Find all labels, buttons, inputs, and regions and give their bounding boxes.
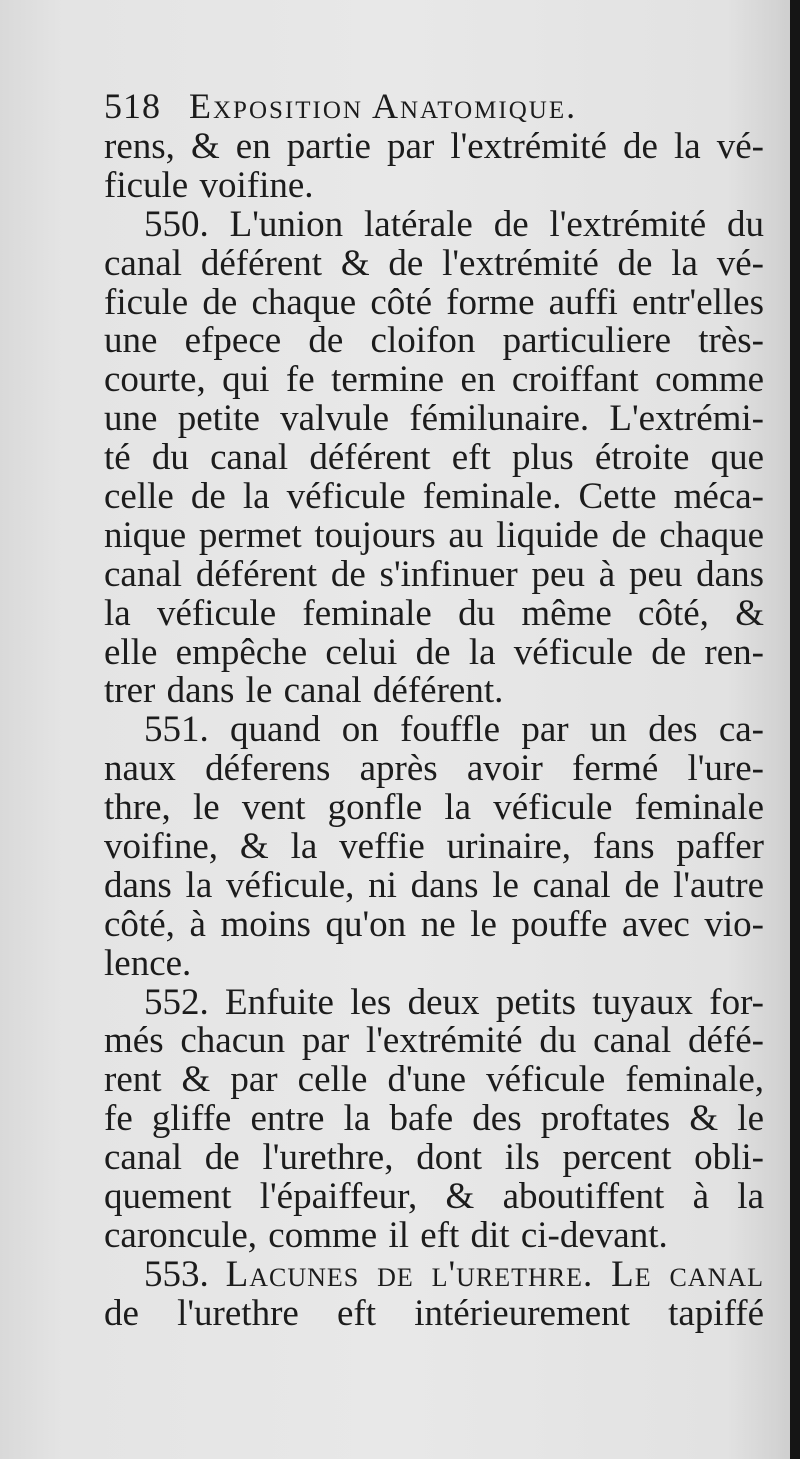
paragraph-553-start [104, 1253, 764, 1295]
text-line: trer dans le canal déférent. [104, 670, 504, 712]
text-line: naux déferens après avoir fermé l'ure- [104, 748, 764, 790]
text-line: thre, le vent gonfle la véficule feminale [104, 787, 764, 829]
running-title: Exposition Anatomique. [189, 86, 578, 126]
page-text-block [104, 84, 764, 1334]
text-line: une efpece de cloifon particuliere très- [104, 320, 764, 362]
text-line: fe gliffe entre la bafe des proftates & le [104, 1098, 764, 1140]
text-line: une petite valvule fémilunaire. L'extrémi- [104, 398, 764, 440]
text-line: elle empêche celui de la véficule de ren- [104, 631, 764, 673]
text-line: ficule voifine. [104, 164, 314, 206]
text-line: més chacun par l'extrémité du canal défé- [104, 1020, 764, 1062]
paragraph-550-start: 550. L'union latérale de l'extrémité du [144, 203, 764, 245]
paragraph-551-start: 551. quand on fouffle par un des ca- [144, 709, 764, 751]
text-line: canal déférent & de l'extrémité de la vé- [104, 242, 764, 284]
text-line: dans la véficule, ni dans le canal de l'autre [104, 864, 764, 906]
text-line: caroncule, comme il eft dit ci-devant. [104, 1214, 668, 1256]
text-line: rens, & en partie par l'extrémité de la vé- [104, 126, 764, 167]
text-line: voifine, & la veffie urinaire, fans paffer [104, 826, 764, 868]
text-line: quement l'épaiffeur, & aboutiffent à la [104, 1176, 764, 1218]
running-header [104, 84, 764, 128]
text-line: rent & par celle d'une véficule feminale, [104, 1059, 764, 1101]
text-line: té du canal déférent eft plus étroite que [104, 437, 764, 479]
text-line: canal de l'urethre, dont ils percent obli- [104, 1137, 764, 1179]
section-number: 553. [144, 1253, 209, 1295]
text-line: côté, à moins qu'on ne le pouffe avec vio- [104, 903, 764, 945]
text-line: canal déférent de s'infinuer peu à peu dans [104, 553, 764, 595]
text-line: courte, qui fe termine en croiffant comme [104, 359, 764, 401]
text-line: nique permet toujours au liquide de chaque [104, 514, 764, 556]
section-heading: Lacunes de l'urethre. Le canal [225, 1253, 764, 1295]
text-line: de l'urethre eft intérieurement tapiffé [104, 1292, 764, 1334]
text-line: ficule de chaque côté forme auffi entr'elles [104, 281, 764, 323]
page-number: 518 [104, 86, 161, 126]
paragraph-552-start: 552. Enfuite les deux petits tuyaux for- [144, 981, 764, 1023]
page-edge-shadow [790, 0, 800, 1459]
text-line: la véficule feminale du même côté, & [104, 592, 764, 634]
text-line: lence. [104, 942, 192, 984]
text-line: celle de la véficule feminale. Cette méca- [104, 476, 764, 518]
